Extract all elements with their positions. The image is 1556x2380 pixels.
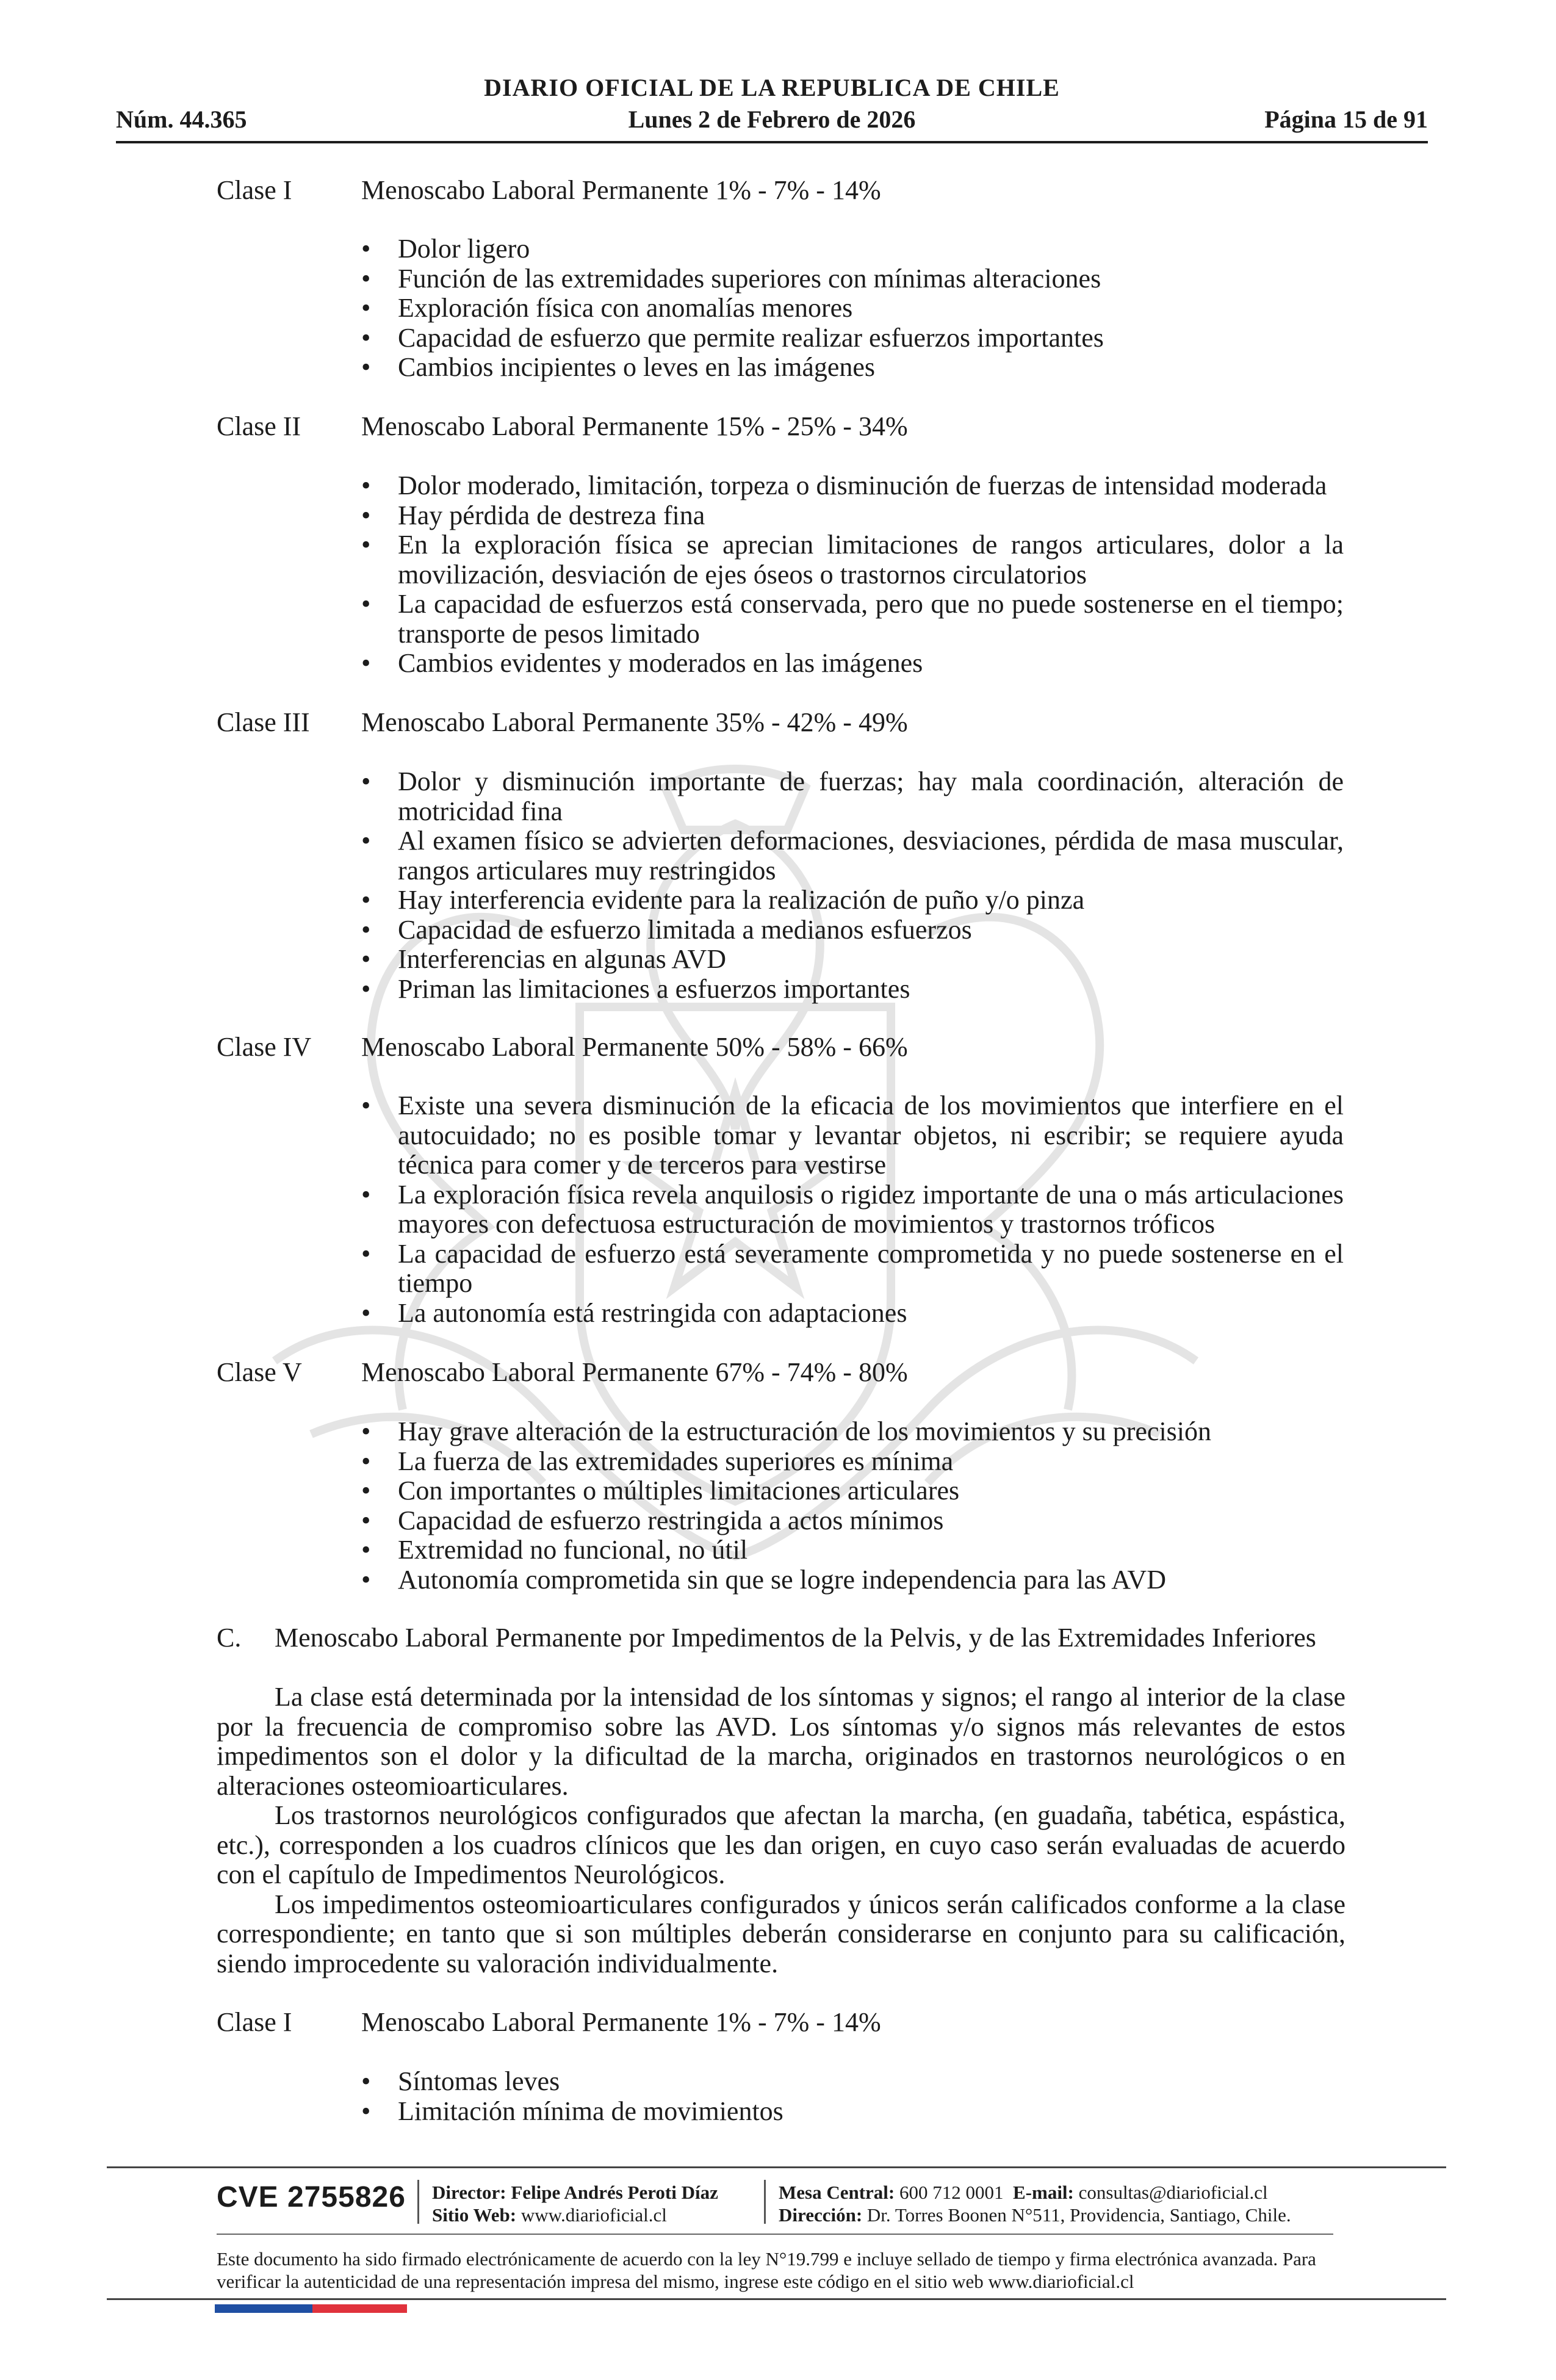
list-item: • Interferencias en algunas AVD (361, 945, 1344, 975)
bullet-list (361, 1091, 1344, 1328)
list-item: • Con importantes o múltiples limitaciones articulares (361, 1476, 1344, 1506)
list-item: • Priman las limitaciones a esfuerzos importantes (361, 975, 1344, 1004)
list-item: • La exploración física revela anquilosis o rigidez importante de una o más articulaciones mayores con defectuosa estructuración de movimientos y trastornos tróficos (361, 1180, 1344, 1239)
list-item: • Hay interferencia evidente para la realización de puño y/o pinza (361, 885, 1344, 915)
footer-contact-block (779, 2181, 1291, 2226)
footer-separator (417, 2180, 419, 2224)
class-title: Menoscabo Laboral Permanente 50% - 58% - 66% (361, 1032, 908, 1062)
page-header (116, 73, 1428, 146)
list-item: • Dolor y disminución importante de fuerzas; hay mala coordinación, alteración de motricidad fina (361, 767, 1344, 826)
phone-label: Mesa Central: (779, 2182, 895, 2203)
list-item: • Limitación mínima de movimientos (361, 2097, 1344, 2127)
class-title: Menoscabo Laboral Permanente 67% - 74% - 80% (361, 1357, 908, 1387)
list-item: • Dolor ligero (361, 234, 1344, 264)
list-item: • La capacidad de esfuerzos está conservada, pero que no puede sostenerse en el tiempo; transporte de pesos limitado (361, 590, 1344, 649)
class-title: Menoscabo Laboral Permanente 15% - 25% - 34% (361, 411, 908, 441)
list-item: • Capacidad de esfuerzo restringida a actos mínimos (361, 1506, 1344, 1536)
issue-number: Núm. 44.365 (116, 106, 247, 133)
paragraph: Los trastornos neurológicos configurados que afectan la marcha, (en guadaña, tabética, espástica, etc.), corresponden a los cuadros clínicos que les dan origen, en cuyo caso serán evaluadas de acuerdo con el capítulo de Impedimentos Neurológicos. (217, 1800, 1345, 1889)
website-link[interactable]: www.diarioficial.cl (520, 2204, 667, 2226)
class-label: Clase III (217, 707, 310, 737)
bullet-list (361, 2067, 1344, 2126)
list-item: • Capacidad de esfuerzo que permite realizar esfuerzos importantes (361, 323, 1344, 353)
class-label: Clase V (217, 1357, 302, 1387)
list-item: • La fuerza de las extremidades superiores es mínima (361, 1447, 1344, 1477)
section-letter: C. (217, 1623, 242, 1653)
footer-divider (217, 2234, 1333, 2235)
list-item: • Hay grave alteración de la estructuración de los movimientos y su precisión (361, 1417, 1344, 1447)
bullet-list (361, 1417, 1344, 1595)
class-label: Clase IV (217, 1032, 312, 1062)
footer-separator (764, 2180, 766, 2224)
footer-divider (107, 2166, 1446, 2168)
list-item: • Extremidad no funcional, no útil (361, 1535, 1344, 1565)
bullet-list (361, 234, 1344, 383)
list-item: • Existe una severa disminución de la eficacia de los movimientos que interfiere en el autocuidado; no es posible tomar y levantar objetos, ni escribir; se requiere ayuda técnica para comer y de terceros para vestirse (361, 1091, 1344, 1180)
paragraph: Los impedimentos osteomioarticulares configurados y únicos serán calificados conforme a la clase correspondiente; en tanto que si son múltiples deberán considerarse en conjunto para su calificación, siendo improcedente su valoración individualmente. (217, 1889, 1345, 1978)
flag-stripe-blue (215, 2304, 312, 2313)
list-item: • Exploración física con anomalías menores (361, 294, 1344, 323)
paragraph: La clase está determinada por la intensidad de los síntomas y signos; el rango al interior de la clase por la frecuencia de compromiso sobre las AVD. Los síntomas y/o signos más relevantes de estos impedimentos son el dolor y la dificultad de la marcha, originados en trastornos neurológicos o en alteraciones osteomioarticulares. (217, 1682, 1345, 1801)
list-item: • Dolor moderado, limitación, torpeza o disminución de fuerzas de intensidad moderada (361, 471, 1344, 501)
list-item: • Hay pérdida de destreza fina (361, 501, 1344, 531)
legal-notice: Este documento ha sido firmado electrónicamente de acuerdo con la ley N°19.799 e incluye sellado de tiempo y firma electrónica avanzada. Para verificar la autenticidad de una representación impresa del mismo, ingrese este código en el sitio web www.diarioficial.cl (217, 2248, 1316, 2292)
footer-divider (107, 2298, 1446, 2300)
flag-stripe-red (312, 2304, 407, 2313)
email-link[interactable]: consultas@diarioficial.cl (1078, 2182, 1268, 2203)
section-paragraphs (217, 1682, 1345, 1978)
web-label: Sitio Web: (432, 2204, 517, 2226)
class-label: Clase I (217, 175, 292, 205)
list-item: • La capacidad de esfuerzo está severamente comprometida y no puede sostenerse en el tiempo (361, 1239, 1344, 1299)
bullet-list (361, 471, 1344, 679)
phone-number: 600 712 0001 (899, 2182, 1004, 2203)
list-item: • Síntomas leves (361, 2067, 1344, 2097)
director-name: Felipe Andrés Peroti Díaz (511, 2182, 718, 2203)
list-item: • Cambios evidentes y moderados en las imágenes (361, 649, 1344, 679)
header-divider (116, 141, 1428, 143)
section-title: Menoscabo Laboral Permanente por Impedimentos de la Pelvis, y de las Extremidades Inferiores (275, 1623, 1316, 1653)
class-title: Menoscabo Laboral Permanente 1% - 7% - 14% (361, 175, 881, 205)
page-number: Página 15 de 91 (1264, 106, 1428, 133)
class-title: Menoscabo Laboral Permanente 1% - 7% - 14% (361, 2007, 881, 2037)
address: Dr. Torres Boonen N°511, Providencia, Santiago, Chile. (866, 2204, 1291, 2226)
class-label: Clase I (217, 2007, 292, 2037)
list-item: • En la exploración física se aprecian limitaciones de rangos articulares, dolor a la movilización, desviación de ejes óseos o trastornos circulatorios (361, 530, 1344, 590)
bullet-list (361, 767, 1344, 1004)
list-item: • La autonomía está restringida con adaptaciones (361, 1299, 1344, 1329)
class-title: Menoscabo Laboral Permanente 35% - 42% - 49% (361, 707, 908, 737)
list-item: • Cambios incipientes o leves en las imágenes (361, 353, 1344, 383)
class-label: Clase II (217, 411, 301, 441)
address-label: Dirección: (779, 2204, 863, 2226)
list-item: • Capacidad de esfuerzo limitada a medianos esfuerzos (361, 915, 1344, 945)
cve-code: CVE 2755826 (217, 2181, 406, 2213)
list-item: • Autonomía comprometida sin que se logre independencia para las AVD (361, 1565, 1344, 1595)
publication-date: Lunes 2 de Febrero de 2026 (628, 106, 916, 133)
publication-title: DIARIO OFICIAL DE LA REPUBLICA DE CHILE (484, 74, 1060, 101)
list-item: • Al examen físico se advierten deformaciones, desviaciones, pérdida de masa muscular, rangos articulares muy restringidos (361, 826, 1344, 885)
footer-director-block (432, 2181, 718, 2226)
list-item: • Función de las extremidades superiores con mínimas alteraciones (361, 264, 1344, 294)
email-label: E-mail: (1013, 2182, 1074, 2203)
director-label: Director: (432, 2182, 506, 2203)
